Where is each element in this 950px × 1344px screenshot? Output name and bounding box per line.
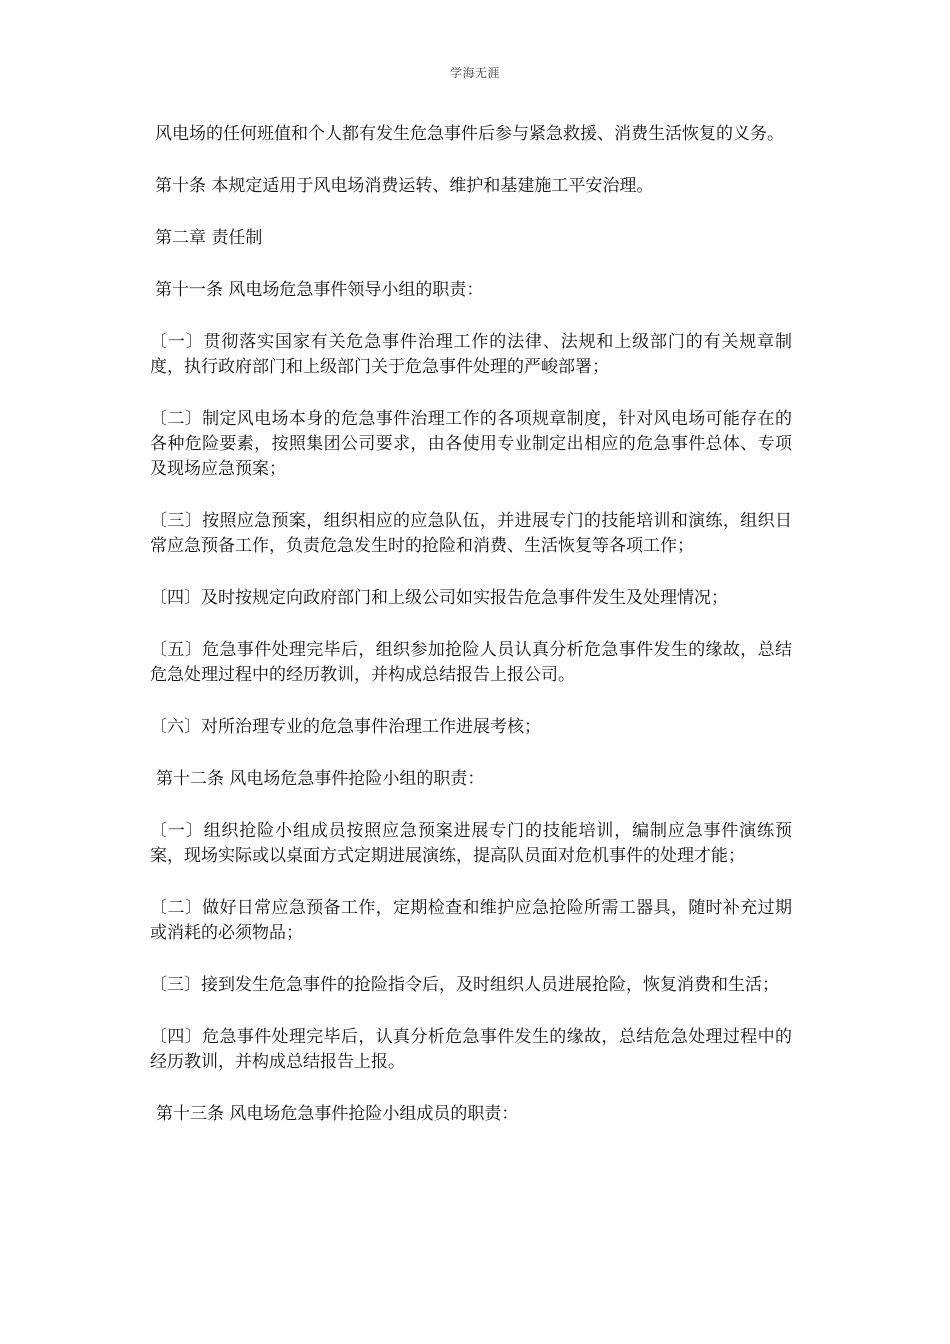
article-11-item-2: 〔二〕制定风电场本身的危急事件治理工作的各项规章制度，针对风电场可能存在的各种危险要素，按照集团公司要求，由各使用专业制定出相应的危急事件总体、专项及现场应急预案； <box>150 409 792 479</box>
article-10: 第十条 本规定适用于风电场消费运转、维护和基建施工平安治理。 <box>155 176 654 196</box>
article-11-item-3: 〔三〕按照应急预案，组织相应的应急队伍，并进展专门的技能培训和演练，组织日常应急预备工作，负责危急发生时的抢险和消费、生活恢复等各项工作； <box>150 511 792 556</box>
paragraph-obligation: 风电场的任何班值和个人都有发生危急事件后参与紧急救援、消费生活恢复的义务。 <box>155 124 784 144</box>
article-12-item-2: 〔二〕做好日常应急预备工作，定期检查和维护应急抢险所需工器具，随时补充过期或消耗的必须物品； <box>150 898 792 943</box>
article-12-item-3: 〔三〕接到发生危急事件的抢险指令后，及时组织人员进展抢险，恢复消费和生活； <box>150 975 779 995</box>
article-13: 第十三条 风电场危急事件抢险小组成员的职责： <box>156 1104 519 1124</box>
article-11-item-5: 〔五〕危急事件处理完毕后，组织参加抢险人员认真分析危急事件发生的缘故，总结危急处理过程中的经历教训，并构成总结报告上报公司。 <box>150 640 792 685</box>
article-12-item-4: 〔四〕危急事件处理完毕后，认真分析危急事件发生的缘故，总结危急处理过程中的经历教训，并构成总结报告上报。 <box>150 1027 792 1072</box>
article-12-item-1: 〔一〕组织抢险小组成员按照应急预案进展专门的技能培训，编制应急事件演练预案，现场实际或以桌面方式定期进展演练，提高队员面对危机事件的处理才能； <box>150 821 792 866</box>
article-11-item-4: 〔四〕及时按规定向政府部门和上级公司如实报告危急事件发生及处理情况； <box>150 588 728 608</box>
article-11-item-1: 〔一〕贯彻落实国家有关危急事件治理工作的法律、法规和上级部门的有关规章制度，执行政府部门和上级部门关于危急事件处理的严峻部署； <box>150 332 792 377</box>
article-11-item-6: 〔六〕对所治理专业的危急事件治理工作进展考核； <box>150 717 541 737</box>
document-body <box>150 122 792 1154</box>
page-header: 学海无涯 <box>449 66 500 80</box>
article-12: 第十二条 风电场危急事件抢险小组的职责： <box>156 769 485 789</box>
article-11: 第十一条 风电场危急事件领导小组的职责： <box>155 280 484 300</box>
chapter-2-heading: 第二章 责任制 <box>155 228 263 248</box>
